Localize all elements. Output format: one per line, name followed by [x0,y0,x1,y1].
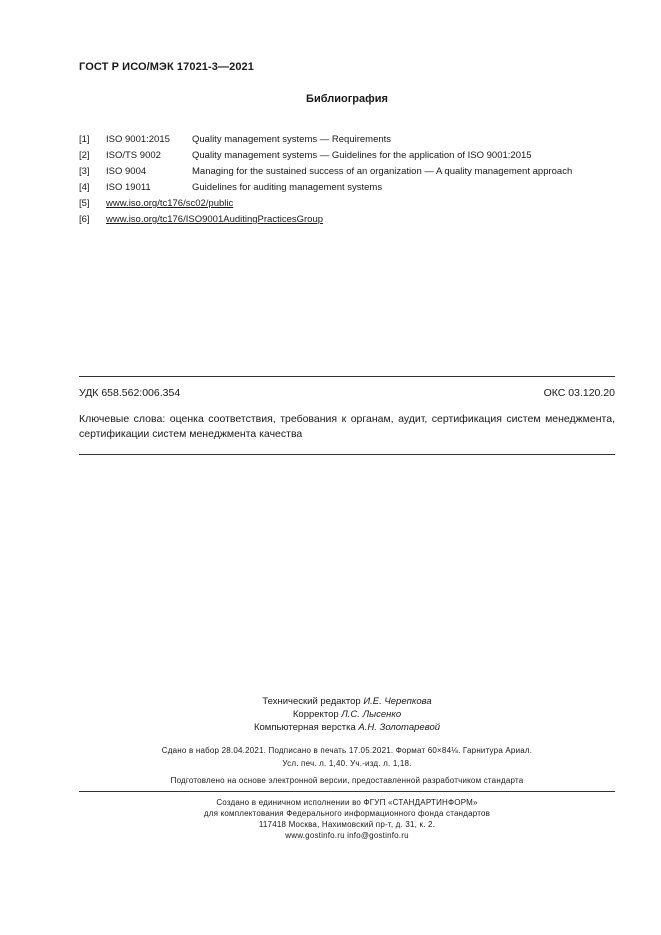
divider-top [79,376,615,377]
credit-name: А.Н. Золотаревой [358,722,441,733]
credit-name: Л.С. Лысенко [341,709,402,720]
bibliography-item [79,213,619,229]
credit-corrector [79,708,615,721]
divider-keywords [79,454,615,455]
document-code: ГОСТ Р ИСО/МЭК 17021-3—2021 [79,61,254,73]
publication-line: Усл. печ. л. 1,40. Уч.-изд. л. 1,18. [282,759,412,768]
ref-number: [5] [79,198,90,209]
ref-title: Guidelines for auditing management systems [192,182,383,193]
ref-title: Quality management systems — Guidelines for the application of ISO 9001:2015 [192,150,532,161]
bibliography-item [79,181,619,197]
keywords: Ключевые слова: оценка соответствия, требования к органам, аудит, сертификация систем менеджмента, сертификации систем менеджмента качества [79,413,615,440]
ref-number: [6] [79,214,90,225]
printer-info [79,797,615,841]
prepared-note: Подготовлено на основе электронной версии, предоставленной разработчиком стандарта [170,776,524,785]
ref-standard-code: ISO 9004 [106,166,147,177]
ref-title: Managing for the sustained success of an organization — A quality management approach [192,166,573,177]
divider-bottom [79,791,615,792]
credit-editor [79,695,615,708]
ref-link[interactable]: www.iso.org/tc176/ISO9001AuditingPracticesGroup [106,214,324,225]
credit-role: Технический редактор [262,696,361,707]
credit-role: Корректор [292,709,339,720]
ref-number: [2] [79,150,90,161]
ref-number: [4] [79,182,90,193]
udk-code: УДК 658.562:006.354 [79,387,181,399]
printer-line: 117418 Москва, Нахимовский пр-т, д. 31, к. 2. [258,820,436,829]
oks-code: ОКС 03.120.20 [543,387,615,399]
ref-link[interactable]: www.iso.org/tc176/sc02/public [106,198,234,209]
bibliography-title: Библиография [306,93,388,105]
publication-line: Сдано в набор 28.04.2021. Подписано в печать 17.05.2021. Формат 60×84⅛. Гарнитура Ариал. [161,746,533,755]
credit-layout [79,721,615,734]
bibliography-item [79,197,619,213]
ref-number: [3] [79,166,90,177]
printer-line: www.gostinfo.ru info@gostinfo.ru [285,831,409,840]
bibliography-item [79,165,619,181]
publication-info [79,744,615,770]
ref-title: Quality management systems — Requirements [192,134,392,145]
printer-line: Создано в единичном исполнении во ФГУП «СТАНДАРТИНФОРМ» [216,798,478,807]
ref-number: [1] [79,134,90,145]
credits-block [79,695,615,734]
ref-standard-code: ISO 9001:2015 [106,134,170,145]
printer-line: для комплектования Федерального информационного фонда стандартов [203,809,491,818]
ref-standard-code: ISO 19011 [106,182,151,193]
ref-standard-code: ISO/TS 9002 [106,150,161,161]
bibliography-item [79,133,619,149]
credit-role: Компьютерная верстка [253,722,356,733]
bibliography-list [79,133,619,229]
credit-name: И.Е. Черепкова [363,696,432,707]
bibliography-item [79,149,619,165]
